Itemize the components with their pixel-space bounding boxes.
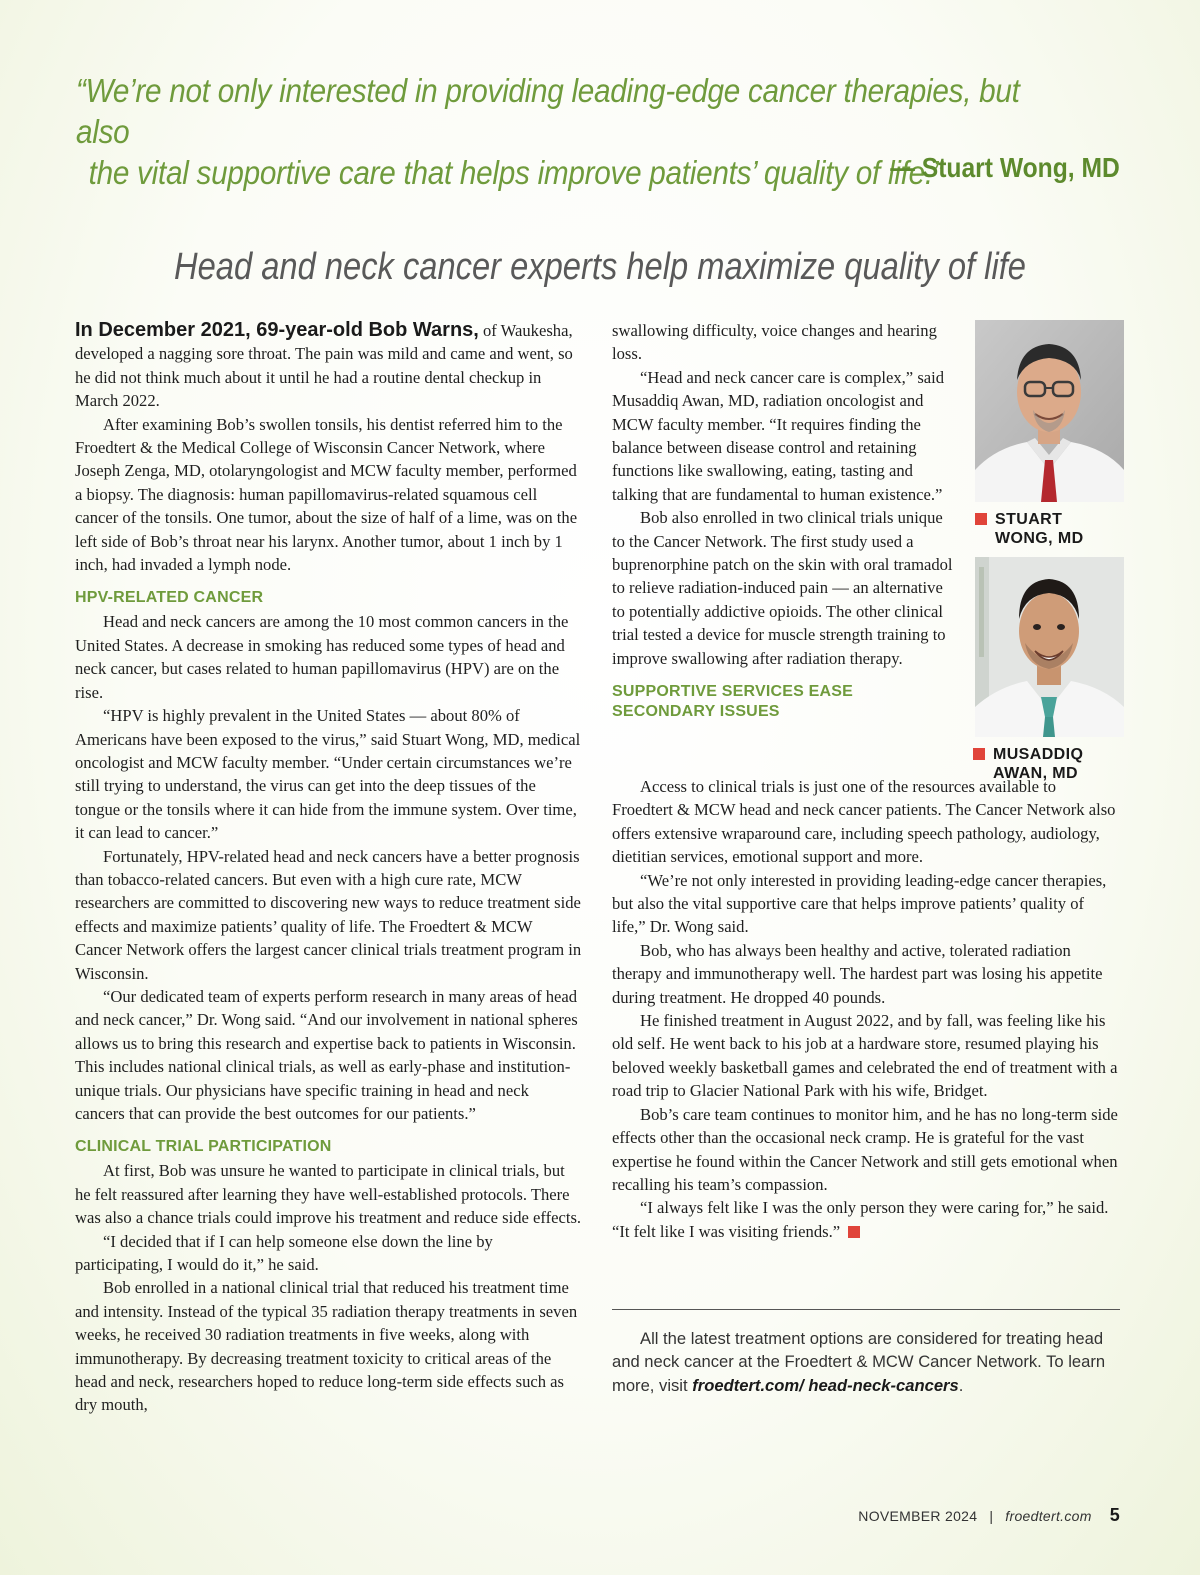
paragraph: At first, Bob was unsure he wanted to participate in clinical trials, but he felt reassured after learning they have well-established protocols. There was also a chance trials could improve his treatment and reduce side effects. [75,1161,582,1228]
paragraph: After examining Bob’s swollen tonsils, his dentist referred him to the Froedtert & the Medical College of Wisconsin Cancer Network, where Joseph Zenga, MD, otolaryngologist and MCW faculty member, performed a biopsy. The diagnosis: human papillomavirus-related squamous cell cancer of the tonsils. One tumor, about the size of half of a lime, was on the left side of Bob’s throat near his larynx. Another tumor, about 1 inch by 1 inch, had invaded a lymph node. [75,414,578,575]
pull-quote [76,70,1021,193]
paragraph: Access to clinical trials is just one of the resources available to Froedtert & MCW head and neck cancer patients. The Cancer Network also offers extensive wraparound care, including speech pathology, audiology, dietitian services, emotional support and more. [612,777,1116,867]
lead-paragraph: In December 2021, 69-year-old Bob Warns, of Waukesha, developed a nagging sore throat. The pain was mild and came and went, so he did not think much about it until he had a routine dental checkup in March 2022. [75,319,573,411]
end-mark-icon [848,1226,860,1238]
paragraph: Fortunately, HPV-related head and neck cancers have a better prognosis than tobacco-related cancers. But even with a high cure rate, MCW researchers are committed to discovering new ways to reduce treatment side effects and maximize patients’ quality of life. The Froedtert & MCW Cancer Network offers the largest cancer clinical trials treatment program in Wisconsin. [75,846,582,983]
subhead-supportive-services: SUPPORTIVE SERVICES EASE SECONDARY ISSUES [612,683,854,721]
page-number: 5 [1109,1505,1120,1525]
pull-quote-line-2: the vital supportive care that helps improve patients’ quality of life.” [88,154,943,191]
article-column-right-upper [612,319,957,724]
pull-quote-line-1: “We’re not only interested in providing leading-edge cancer therapies, but also [76,72,1020,150]
paragraph: “Head and neck cancer care is complex,” said Musaddiq Awan, MD, radiation oncologist and MCW faculty member. “It requires finding the balance between disease control and retaining functions like swallowing, eating, tasting and talking that are fundamental to human existence.” [612,367,945,504]
caption-stuart-wong: STUART WONG, MD [995,510,1084,548]
paragraph: “I decided that if I can help someone else down the line by participating, I would do it,” he said. [75,1231,493,1275]
paragraph: swallowing difficulty, voice changes and hearing loss. [612,321,937,364]
pull-quote-attribution: — Stuart Wong, MD [890,152,1120,183]
photo-stuart-wong [975,320,1124,502]
subhead-clinical-trial: CLINICAL TRIAL PARTICIPATION [75,1138,332,1156]
page-footer [858,1505,1120,1526]
issue-date: NOVEMBER 2024 [858,1508,978,1524]
cta-link[interactable]: froedtert.com/ head-neck-cancers [692,1375,959,1395]
divider [612,1309,1120,1310]
caption-musaddiq-awan: MUSADDIQ AWAN, MD [993,745,1083,783]
caption-marker-icon [975,513,987,525]
paragraph: “We’re not only interested in providing leading-edge cancer therapies, but also the vital supportive care that helps improve patients’ quality of life,” Dr. Wong said. [612,870,1107,937]
paragraph: Bob’s care team continues to monitor him, and he has no long-term side effects other than the occasional neck cramp. He is grateful for the vast expertise he found within the Cancer Network and still gets emotional when recalling his team’s compassion. [612,1104,1118,1194]
caption-marker-icon [973,748,985,760]
closing-paragraph: “I always felt like I was the only person they were caring for,” he said. “It felt like I was visiting friends.” [612,1198,1109,1241]
footer-separator: | [989,1508,994,1524]
subhead-hpv: HPV-RELATED CANCER [75,589,264,607]
article-headline: Head and neck cancer experts help maximize quality of life [174,246,1026,288]
footer-site[interactable]: froedtert.com [1005,1508,1092,1524]
paragraph: Bob, who has always been healthy and active, tolerated radiation therapy and immunotherapy well. The hardest part was losing his appetite during treatment. He dropped 40 pounds. [612,940,1103,1007]
photo-musaddiq-awan [975,557,1124,737]
paragraph: He finished treatment in August 2022, and by fall, was feeling like his old self. He went back to his job at a hardware store, resumed playing his beloved weekly basketball games and celebrated the end of treatment with a road trip to Glacier National Park with his wife, Bridget. [612,1011,1118,1101]
paragraph: “HPV is highly prevalent in the United States — about 80% of Americans have been exposed to the virus,” said Stuart Wong, MD, medical oncologist and MCW faculty member. “Under certain circumstances we’re still trying to understand, the virus can get into the deep tissues of the tongue or the tonsils where it can hide from the immune system. Over time, it can lead to cancer.” [75,706,581,843]
paragraph: “Our dedicated team of experts perform research in many areas of head and neck cancer,” Dr. Wong said. “And our involvement in national spheres allows us to bring this research and expertise back to patients in Wisconsin. This includes national clinical trials, as well as early-phase and institution-unique trials. Our physicians have specific training in head and neck cancers that can provide the best outcomes for our patients.” [75,986,578,1123]
lead-in: In December 2021, 69-year-old Bob Warns, [75,319,479,341]
article-column-right-lower [612,775,1120,1243]
paragraph: Bob also enrolled in two clinical trials unique to the Cancer Network. The first study used a buprenorphine patch on the skin with oral tramadol to relieve radiation-induced pain — an alternative to potentially addictive opioids. The other clinical trial tested a device for muscle strength training to improve swallowing after radiation therapy. [612,508,953,668]
paragraph: Bob enrolled in a national clinical trial that reduced his treatment time and intensity. Instead of the typical 35 radiation therapy treatments in seven weeks, he received 30 radiation treatments in five weeks, along with immunotherapy. By decreasing treatment toxicity to critical areas of the head and neck, researchers hoped to reduce long-term side effects such as dry mouth, [75,1278,578,1415]
call-to-action: All the latest treatment options are considered for treating head and neck cancer at the Froedtert & MCW Cancer Network. To learn more, visit froedtert.com/ head-neck-cancers. [612,1329,1106,1395]
article-column-left [75,319,582,1417]
paragraph: Head and neck cancers are among the 10 most common cancers in the United States. A decrease in smoking has reduced some types of head and neck cancer, but cases related to human papillomavirus (HPV) are on the rise. [75,612,569,702]
